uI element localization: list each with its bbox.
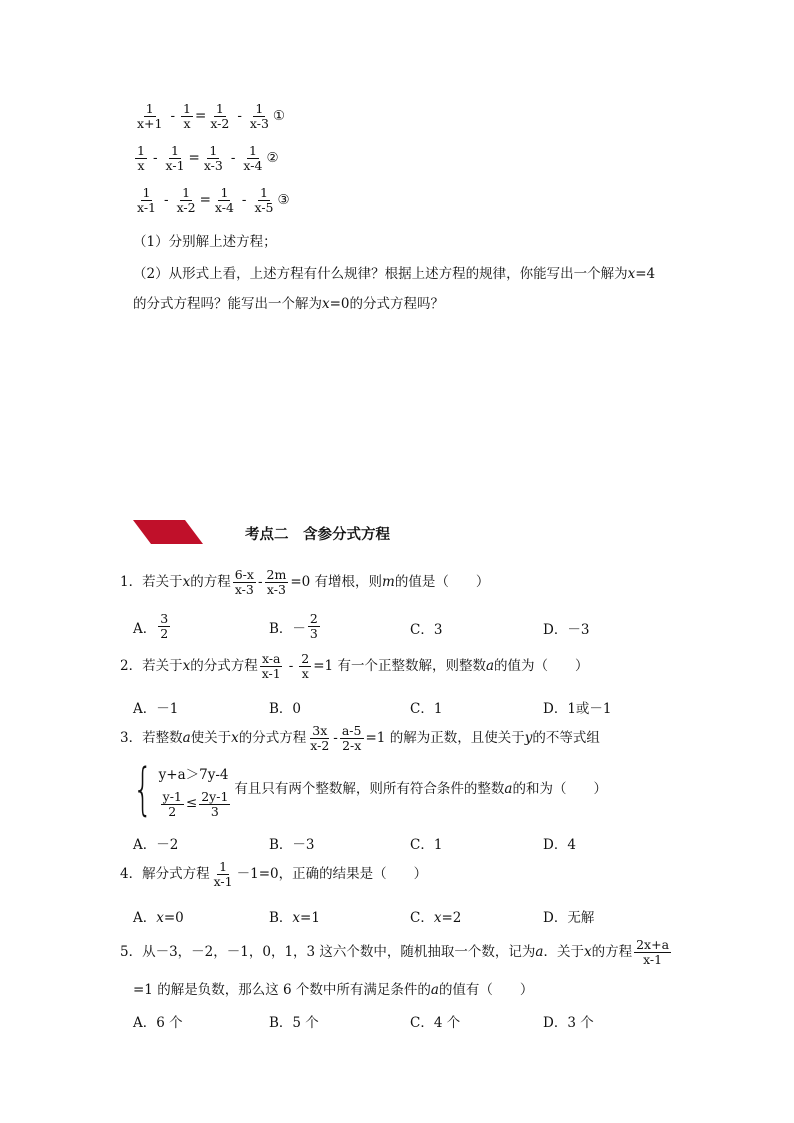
inequality-system: { y+a＞7y-4 $\frac{y-1}{2}$ ≤ $\frac{2y-1}{3}$ 有且只有两个整数解，则所有符合条件的整数 a 的和为（ ） <box>133 757 607 822</box>
section-banner-icon <box>133 520 203 544</box>
option-c[interactable]: C．1 <box>410 837 443 853</box>
fraction: $\frac{y-1}{2}$ <box>162 788 182 819</box>
option-a[interactable]: A． 3 2 <box>133 611 169 641</box>
part-2-line-2: 的分式方程吗？能写出一个解为x=0的分式方程吗？ <box>133 296 445 312</box>
option-d[interactable]: D．4 <box>543 837 576 853</box>
fraction: $\frac{2}{x}$ <box>301 651 310 681</box>
banner-parallelogram <box>133 520 203 544</box>
fraction: 1 x-4 <box>243 143 263 173</box>
inequality-2: $\frac{y-1}{2}$ ≤ $\frac{2y-1}{3}$ <box>162 788 229 819</box>
fraction: 2 3 <box>309 611 318 641</box>
equation-number: ③ <box>277 191 290 208</box>
fraction: 1 x <box>137 143 145 173</box>
option-c[interactable]: C．1 <box>410 701 443 717</box>
left-brace: { <box>133 757 153 822</box>
fraction: $\frac{1}{x-2}$ <box>176 185 196 215</box>
fraction: 1 x-1 <box>213 859 233 889</box>
option-a[interactable]: A．6 个 <box>133 1015 183 1031</box>
fraction: $\frac{1}{x-3}$ <box>203 143 223 173</box>
fraction: $\frac{1}{x-4}$ <box>214 185 234 215</box>
question-5: 5． 从－3，－2，－1，0，1，3 这六个数中，随机抽取一个数，记为 a ．关于 x 的方程 2x+a x-1 <box>120 937 670 967</box>
option-d[interactable]: D．3 个 <box>543 1015 594 1031</box>
option-d[interactable]: D．1或－1 <box>543 701 612 717</box>
option-a[interactable]: A．－2 <box>133 837 179 853</box>
option-b[interactable]: B．－3 <box>269 837 315 853</box>
fraction: $\frac{1}{x-1}$ <box>165 143 185 173</box>
option-b[interactable]: B．0 <box>269 701 302 717</box>
question-3: 3． 若整数 a 使关于 x 的分式方程 3x x-2 - $\frac{a-5}{2-x}$ =1 的解为正数，且使关于 y 的不等式组 <box>120 723 600 753</box>
question-4: 4． 解分式方程 1 x-1 －1=0，正确的结果是（ ） <box>120 859 428 889</box>
option-c[interactable]: C．x=2 <box>410 910 462 926</box>
question-1: 1． 若关于 x 的方程 6-x x-3 - $\frac{2m}{x-3}$ =0 有增根，则 m 的值是（ ） <box>120 567 490 597</box>
option-b[interactable]: B．x=1 <box>269 910 320 926</box>
section-title: 考点二 含参分式方程 <box>245 527 390 543</box>
equation-3: 1 x-1 - $\frac{1}{x-2}$ = $\frac{1}{x-4}$ - 1 x-5 ③ <box>137 185 290 215</box>
fraction: 3x x-2 <box>310 723 330 753</box>
part-2-line-1: （2）从形式上看，上述方程有什么规律？根据上述方程的规律，你能写出一个解为x=4 <box>133 266 656 282</box>
fraction: 6-x x-3 <box>234 567 254 597</box>
fraction: 2x+a x-1 <box>636 937 670 967</box>
option-c[interactable]: C．4 个 <box>410 1015 461 1031</box>
fraction: $\frac{1}{x}$ <box>183 101 191 131</box>
fraction: $\frac{2m}{x-3}$ <box>266 567 287 597</box>
part-1-text: （1）分别解上述方程； <box>133 234 277 250</box>
inequality-1: y+a＞7y-4 <box>158 767 229 784</box>
equation-number: ② <box>266 149 279 166</box>
equation-1: 1 x+1 - $\frac{1}{x}$ = $\frac{1}{x-2}$ - 1 x-3 ① <box>137 101 286 131</box>
option-a[interactable]: A．x=0 <box>133 910 184 926</box>
question-5-line-2: =1 的解是负数，那么这 6 个数中所有满足条件的a的值有（ ） <box>133 982 534 998</box>
option-d[interactable]: D．－3 <box>543 622 590 638</box>
fraction: 1 x-3 <box>249 101 269 131</box>
fraction: $\frac{1}{x-2}$ <box>210 101 230 131</box>
fraction: x-a x-1 <box>261 651 281 681</box>
option-a[interactable]: A．－1 <box>133 701 179 717</box>
fraction: 1 x+1 <box>137 101 163 131</box>
equation-number: ① <box>272 107 286 124</box>
option-b[interactable]: B．5 个 <box>269 1015 319 1031</box>
option-b[interactable]: B．－ 2 3 <box>269 611 318 641</box>
inequality-lines <box>159 762 233 818</box>
question-2: 2． 若关于 x 的分式方程 x-a x-1 - $\frac{2}{x}$ =1 有一个正整数解，则整数 a 的值为（ ） <box>120 651 589 681</box>
fraction: 1 x-1 <box>137 185 157 215</box>
option-d[interactable]: D．无解 <box>543 910 595 926</box>
fraction: $\frac{2y-1}{3}$ <box>201 788 229 819</box>
equation-2: 1 x - $\frac{1}{x-1}$ = $\frac{1}{x-3}$ - 1 x-4 ② <box>137 143 279 173</box>
fraction: 3 2 <box>160 611 169 641</box>
option-c[interactable]: C．3 <box>410 622 443 638</box>
fraction: 1 x-5 <box>254 185 274 215</box>
fraction: $\frac{a-5}{2-x}$ <box>341 723 362 753</box>
